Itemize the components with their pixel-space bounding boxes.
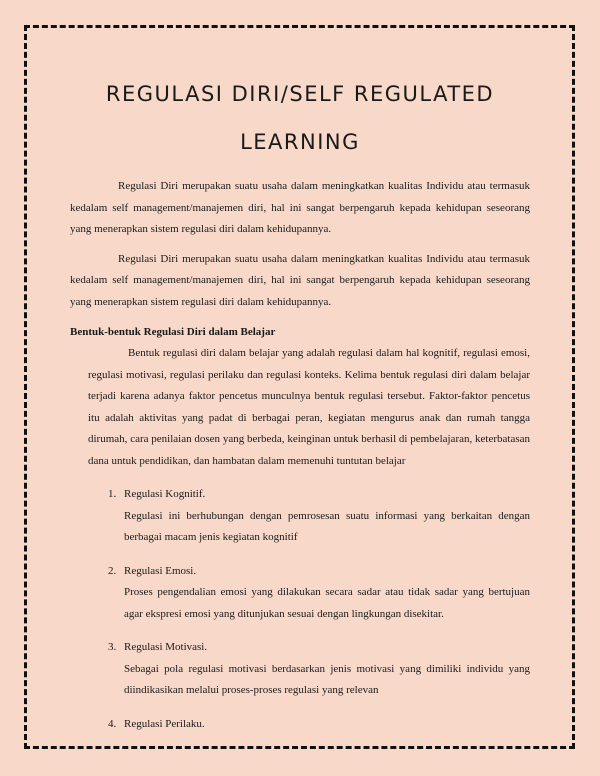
list-item-title: Regulasi Motivasi. bbox=[124, 641, 208, 653]
list-item-title: Regulasi Kognitif. bbox=[124, 488, 206, 500]
list-item-title: Regulasi Emosi. bbox=[124, 564, 197, 577]
title-line-1: REGULASI DIRI/SELF REGULATED bbox=[105, 82, 495, 106]
list-item bbox=[88, 714, 530, 736]
section-body bbox=[70, 343, 530, 735]
title-block bbox=[70, 70, 530, 166]
document-body bbox=[70, 70, 530, 747]
list-item bbox=[88, 637, 530, 702]
list-item-desc: Proses pengendalian emosi yang dilakukan secara sadar atau tidak sadar yang bertujuan agar ekspresi emosi yang ditunjukan sesuai dengan lingkungan disekitar. bbox=[124, 586, 530, 620]
intro-paragraph-1: Regulasi Diri merupakan suatu usaha dalam meningkatkan kualitas Individu atau termasuk kedalam self management/manajemen diri, hal ini sangat berpengaruh kepada kehidupan seseorang yang menerapkan sistem regulasi diri dalam kehidupannya. bbox=[70, 180, 530, 235]
list-item bbox=[88, 484, 530, 549]
title-line-2: LEARNING bbox=[240, 130, 360, 154]
list-item-title: Regulasi Perilaku. bbox=[124, 717, 205, 730]
list-number: 3. bbox=[108, 641, 117, 653]
section-heading: Bentuk-bentuk Regulasi Diri dalam Belajar bbox=[70, 326, 276, 338]
list-number: 1. bbox=[108, 488, 117, 500]
intro-paragraph-2: Regulasi Diri merupakan suatu usaha dalam meningkatkan kualitas Individu atau termasuk kedalam self management/manajemen diri, hal ini sangat berpengaruh kepada kehidupan seseorang yang menerapkan sistem regulasi diri dalam kehidupannya. bbox=[70, 252, 530, 308]
list-item bbox=[88, 561, 530, 626]
list-item-desc: Regulasi ini berhubungan dengan pemrosesan suatu informasi yang berkaitan dengan berbagai macam jenis kegiatan kognitif bbox=[124, 509, 530, 543]
list-number: 4. bbox=[108, 717, 117, 730]
list-number: 2. bbox=[108, 564, 117, 577]
regulation-list bbox=[88, 484, 530, 735]
section-paragraph: Bentuk regulasi diri dalam belajar yang adalah regulasi dalam hal kognitif, regulasi emosi, regulasi motivasi, regulasi perilaku dan regulasi konteks. Kelima bentuk regulasi diri dalam belajar terjadi karena adanya faktor pencetus munculnya bentuk regulasi tersebut. Faktor-faktor pencetus itu adalah aktivitas yang padat di berbagai peran, kegiatan mengurus anak dan rumah tangga dirumah, cara penilaian dosen yang berbeda, keinginan untuk berhasil di pembelajaran, keterbatasan dana untuk pendidikan, dan hambatan dalam memenuhi tuntutan belajar bbox=[88, 347, 530, 467]
list-item-desc: Sebagai pola regulasi motivasi berdasarkan jenis motivasi yang dimiliki individu yang diindikasikan melalui proses-proses regulasi yang relevan bbox=[124, 662, 530, 696]
